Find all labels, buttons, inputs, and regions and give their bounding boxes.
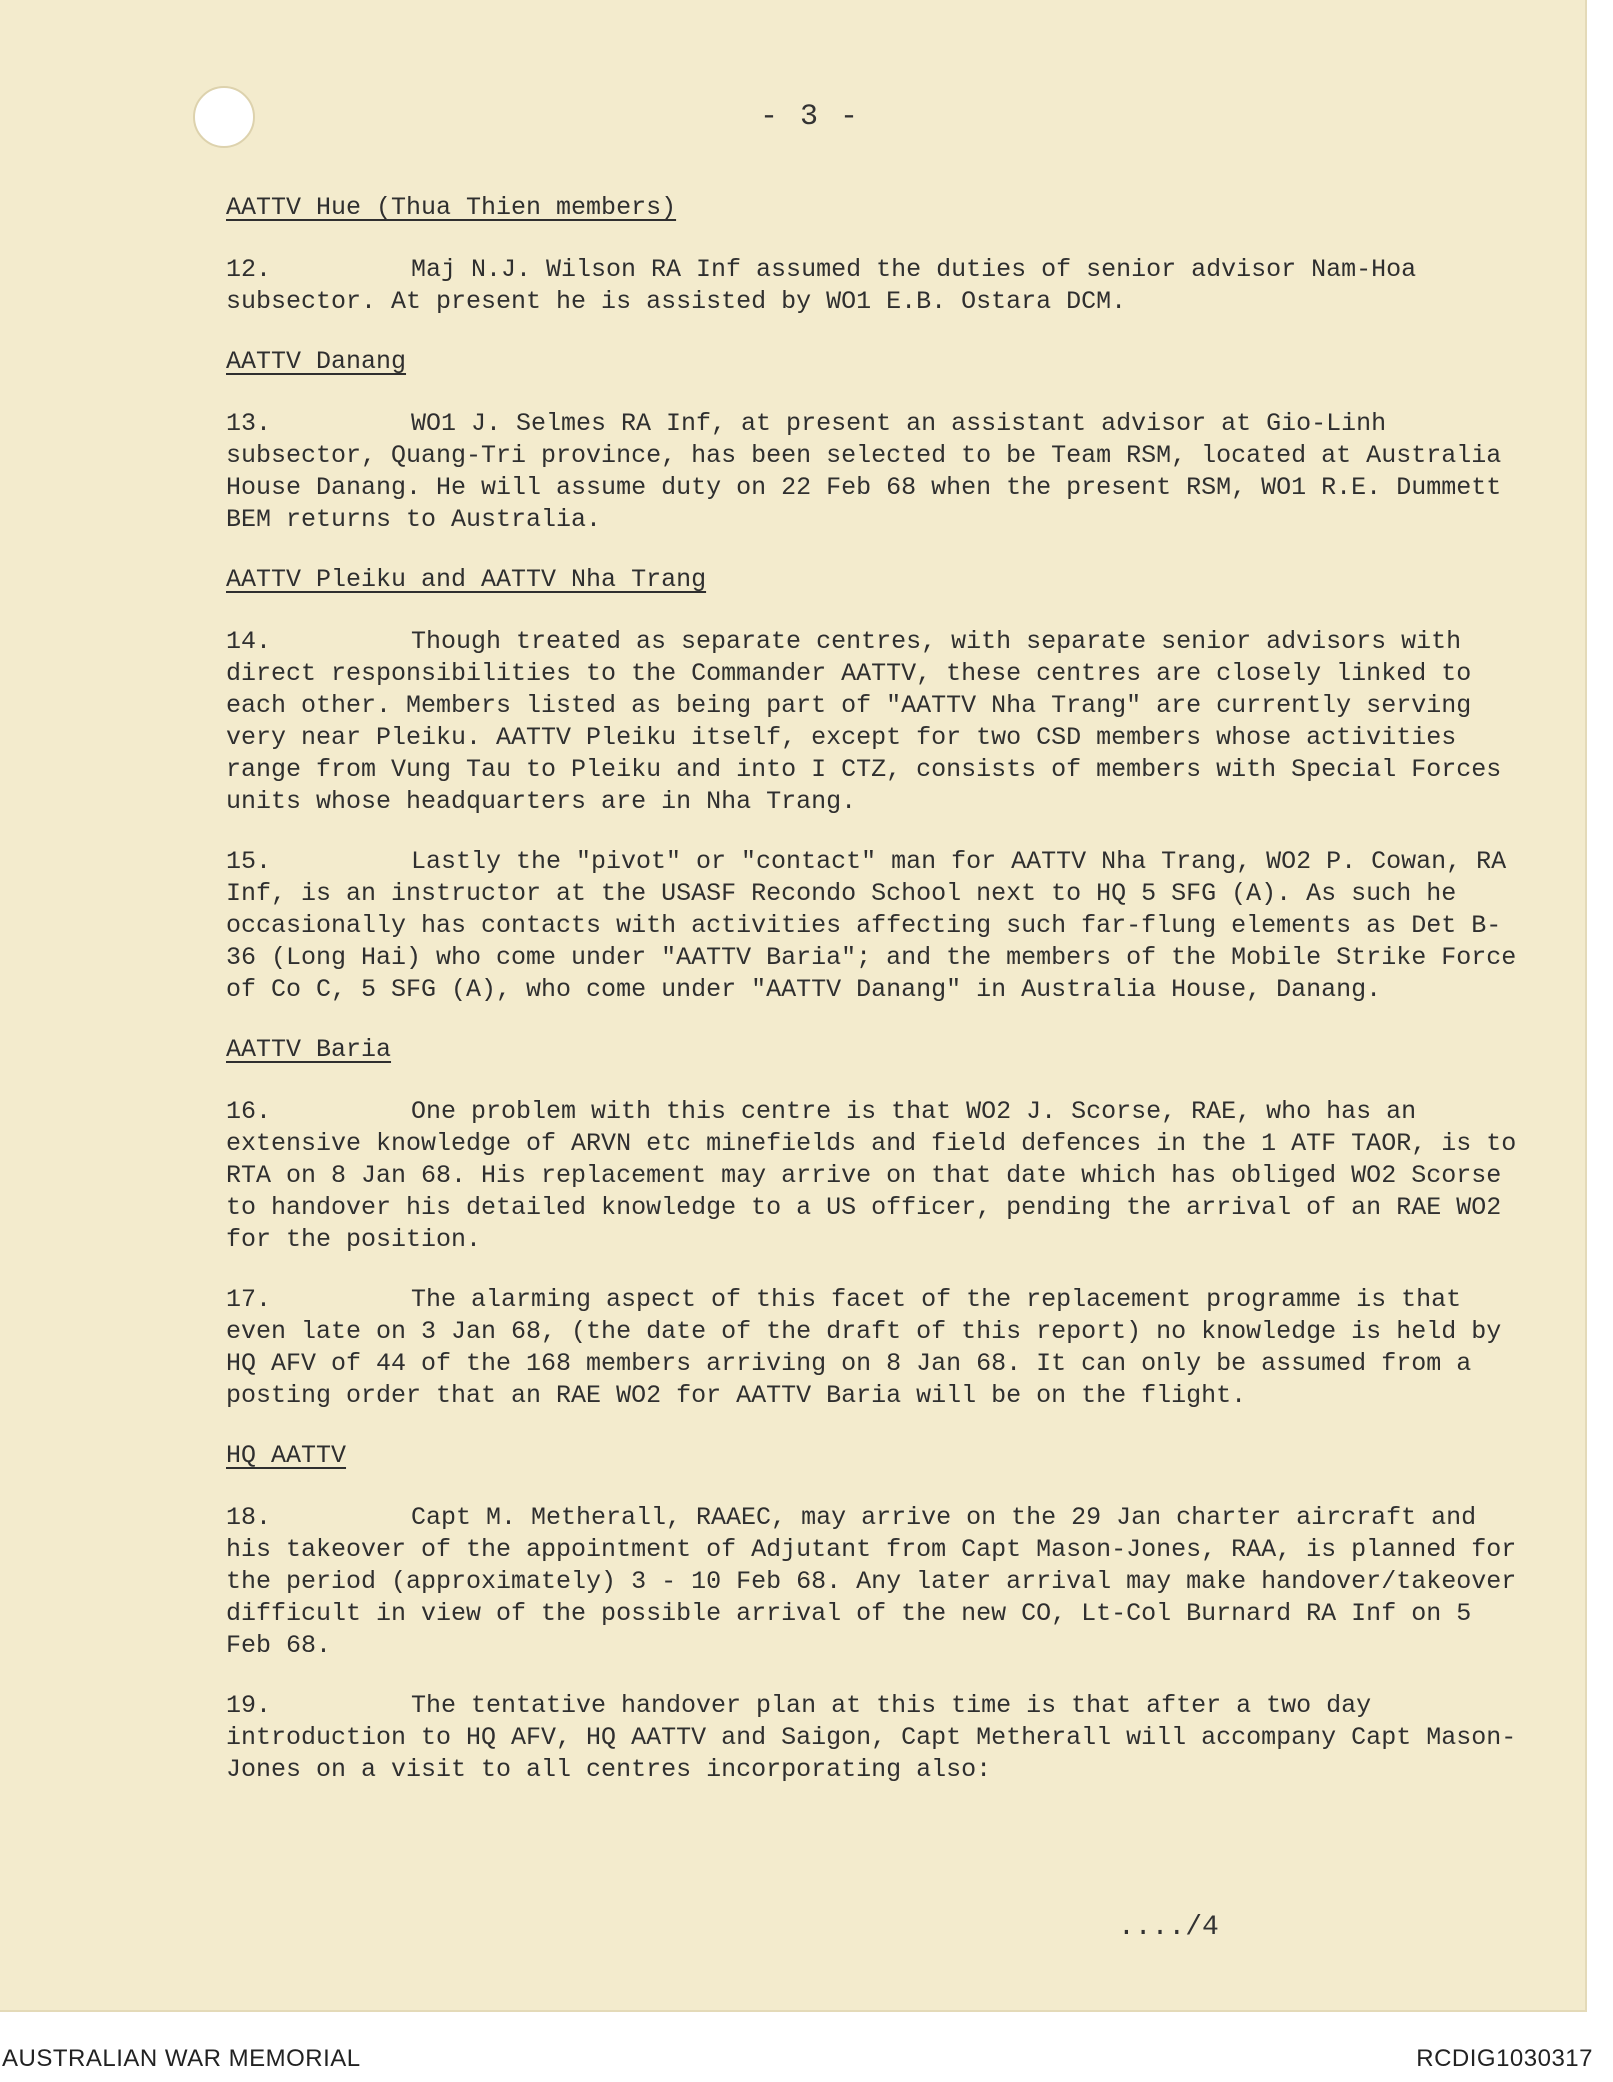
section-hq: [226, 1440, 1526, 1472]
section-heading: AATTV Hue (Thua Thien members): [226, 193, 677, 222]
paragraph-text: WO1 J. Selmes RA Inf, at present an assistant advisor at Gio-Linh subsector, Quang-Tri province, has been selected to be Team RSM, located at Australia House Danang. He will assume duty on 22 Feb 68 when the present RSM, WO1 R.E. Dummett BEM returns to Australia.: [226, 409, 1502, 534]
section-danang: [226, 346, 1526, 378]
paragraph-number: 12.: [226, 255, 272, 284]
page-number: - 3 -: [760, 100, 861, 134]
paragraph-text: Lastly the "pivot" or "contact" man for AATTV Nha Trang, WO2 P. Cowan, RA Inf, is an instructor at the USASF Recondo School next to HQ 5 SFG (A). As such he occasionally has contacts with activities affecting such far-flung elements as Det B-36 (Long Hai) who come under "AATTV Baria"; and the members of the Mobile Strike Force of Co C, 5 SFG (A), who come under "AATTV Danang" in Australia House, Danang.: [226, 847, 1517, 1004]
paragraph-number: 17.: [226, 1285, 272, 1314]
paragraph-text: The tentative handover plan at this time is that after a two day introduction to HQ AFV, HQ AATTV and Saigon, Capt Metherall will accompany Capt Mason-Jones on a visit to all centres incorporating also:: [226, 1691, 1517, 1784]
section-pleiku-nha-trang: [226, 564, 1526, 596]
continuation-marker: ..../4: [1118, 1912, 1219, 1943]
paragraph-number: 18.: [226, 1503, 272, 1532]
section-heading: HQ AATTV: [226, 1441, 347, 1470]
paragraph-17: [226, 1284, 1526, 1412]
document-body: [226, 192, 1526, 1814]
paragraph-text: Capt M. Metherall, RAAEC, may arrive on the 29 Jan charter aircraft and his takeover of the appointment of Adjutant from Capt Mason-Jones, RAA, is planned for the period (approximately) 3 - 10 Feb 68. Any later arrival may make handover/takeover difficult in view of the possible arrival of the new CO, Lt-Col Burnard RA Inf on 5 Feb 68.: [226, 1503, 1517, 1660]
paragraph-number: 13.: [226, 409, 272, 438]
paragraph-12: [226, 254, 1526, 318]
paragraph-text: Maj N.J. Wilson RA Inf assumed the duties of senior advisor Nam-Hoa subsector. At present he is assisted by WO1 E.B. Ostara DCM.: [226, 255, 1417, 316]
section-hue: [226, 192, 1526, 224]
paragraph-number: 15.: [226, 847, 272, 876]
paragraph-18: [226, 1502, 1526, 1662]
paragraph-number: 16.: [226, 1097, 272, 1126]
paragraph-number: 19.: [226, 1691, 272, 1720]
punch-hole: [193, 86, 255, 148]
paragraph-14: [226, 626, 1526, 818]
footer-record-id: RCDIG1030317: [1416, 2045, 1593, 2072]
paragraph-19: [226, 1690, 1526, 1786]
footer-archive-name: AUSTRALIAN WAR MEMORIAL: [2, 2045, 361, 2072]
section-baria: [226, 1034, 1526, 1066]
section-heading: AATTV Pleiku and AATTV Nha Trang: [226, 565, 707, 594]
section-heading: AATTV Baria: [226, 1035, 392, 1064]
paragraph-15: [226, 846, 1526, 1006]
paragraph-13: [226, 408, 1526, 536]
paragraph-16: [226, 1096, 1526, 1256]
paragraph-number: 14.: [226, 627, 272, 656]
paragraph-text: The alarming aspect of this facet of the replacement programme is that even late on 3 Jan 68, (the date of the draft of this report) no knowledge is held by HQ AFV of 44 of the 168 members arriving on 8 Jan 68. It can only be assumed from a posting order that an RAE WO2 for AATTV Baria will be on the flight.: [226, 1285, 1502, 1410]
section-heading: AATTV Danang: [226, 347, 407, 376]
paragraph-text: Though treated as separate centres, with separate senior advisors with direct responsibilities to the Commander AATTV, these centres are closely linked to each other. Members listed as being part of "AATTV Nha Trang" are currently serving very near Pleiku. AATTV Pleiku itself, except for two CSD members whose activities range from Vung Tau to Pleiku and into I CTZ, consists of members with Special Forces units whose headquarters are in Nha Trang.: [226, 627, 1502, 816]
paragraph-text: One problem with this centre is that WO2 J. Scorse, RAE, who has an extensive knowledge of ARVN etc minefields and field defences in the 1 ATF TAOR, is to RTA on 8 Jan 68. His replacement may arrive on that date which has obliged WO2 Scorse to handover his detailed knowledge to a US officer, pending the arrival of an RAE WO2 for the position.: [226, 1097, 1517, 1254]
